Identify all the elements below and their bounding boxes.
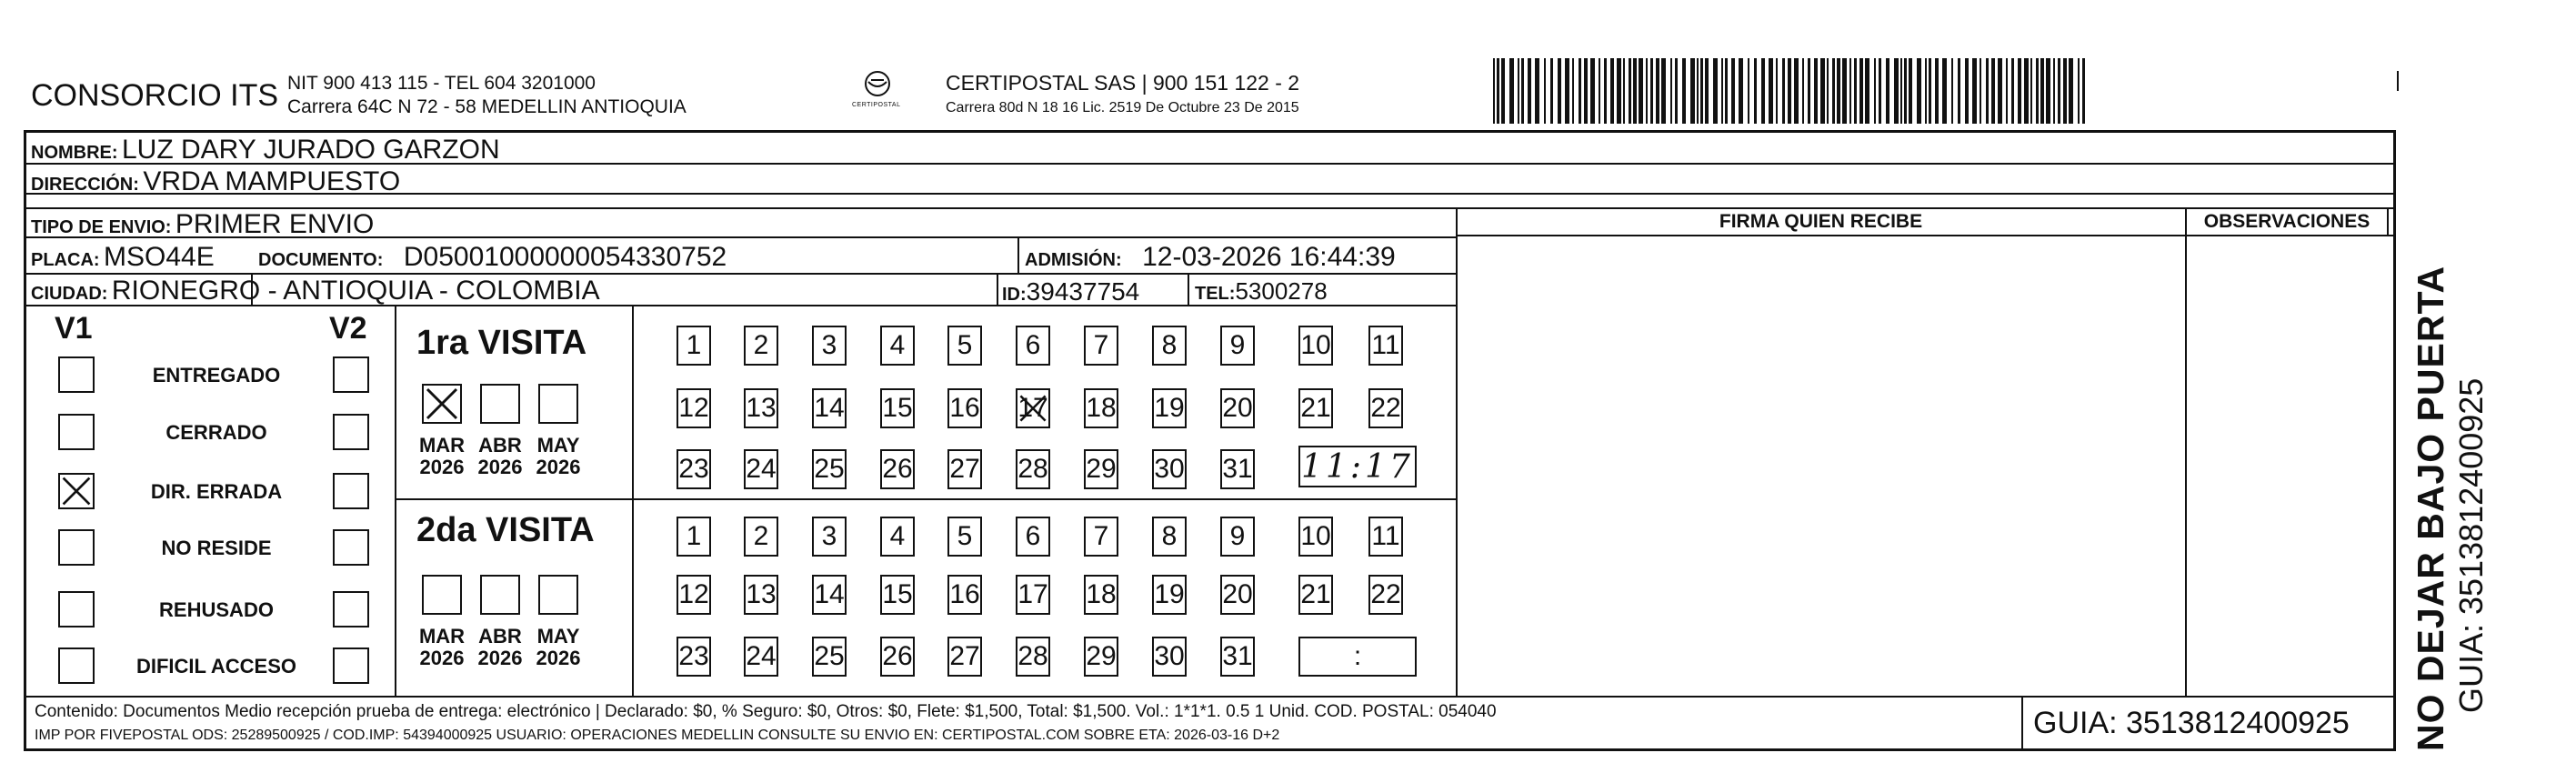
visit2-day-box[interactable]: 6 [1016,517,1050,557]
tipo-row [31,209,374,240]
visit1-day-box[interactable]: 16 [947,388,982,428]
visit1-day-box[interactable]: 21 [1298,388,1333,428]
visit1-day-box[interactable]: 6 [1016,326,1050,366]
documento-row [258,242,727,273]
placa-value: MSO44E [104,242,215,272]
direccion-row [31,166,400,197]
visit2-day-box[interactable]: 27 [947,637,982,677]
visit1-day-box[interactable]: 11 [1368,326,1403,366]
visit2-title: 2da VISITA [416,511,595,549]
status-v2-checkbox[interactable] [333,591,369,627]
company-name: CONSORCIO ITS [31,78,279,113]
status-v1-checkbox[interactable] [58,356,95,393]
id-value: 39437754 [1026,277,1140,306]
visit2-month-checkbox[interactable] [480,575,520,615]
tipo-value: PRIMER ENVIO [175,209,375,239]
visit2-day-box[interactable]: 30 [1152,637,1187,677]
ciudad-row [31,276,600,306]
observaciones-area[interactable] [2188,238,2395,693]
visit2-month-checkbox[interactable] [422,575,462,615]
visit1-day-box[interactable]: 1 [677,326,711,366]
visit1-day-box[interactable]: 20 [1220,388,1255,428]
ciudad-value: RIONEGRO - ANTIOQUIA - COLOMBIA [111,276,600,306]
status-label: CERRADO [165,421,267,444]
visit2-day-box[interactable]: 7 [1084,517,1118,557]
status-label: DIR. ERRADA [150,480,283,503]
tipo-label: TIPO DE ENVIO: [31,217,172,237]
visit2-day-box[interactable]: 13 [744,575,778,615]
visit2-month-label: MAY 2026 [536,625,581,669]
nombre-row [31,135,500,166]
visit2-day-box[interactable]: 23 [677,637,711,677]
visit1-day-box[interactable]: 5 [947,326,982,366]
status-v2-checkbox[interactable] [333,473,369,509]
status-v2-checkbox[interactable] [333,356,369,393]
id-label: ID: [1002,285,1027,305]
status-v1-checkbox[interactable] [58,529,95,566]
status-label: NO RESIDE [161,537,272,559]
footer-guia: GUIA: 3513812400925 [2033,706,2350,740]
visit2-day-box[interactable]: 29 [1084,637,1118,677]
visit2-day-box[interactable]: 14 [812,575,847,615]
visit2-day-box[interactable]: 17 [1016,575,1050,615]
id-row [1002,277,1139,306]
visit1-day-box[interactable]: 27 [947,449,982,489]
visit2-month-label: MAR 2026 [418,625,466,669]
visit2-day-box[interactable]: 20 [1220,575,1255,615]
visit2-day-box[interactable]: 25 [812,637,847,677]
visit2-day-box[interactable]: 8 [1152,517,1187,557]
visit1-day-box[interactable]: 4 [880,326,915,366]
visit2-month-checkbox[interactable] [538,575,578,615]
visit2-time-box[interactable] [1298,637,1417,677]
visit2-day-box[interactable]: 22 [1368,575,1403,615]
visit2-day-box[interactable]: 10 [1298,517,1333,557]
visit1-day-box[interactable]: 28 [1016,449,1050,489]
visit1-day-box[interactable]: 2 [744,326,778,366]
visit2-day-box[interactable]: 31 [1220,637,1255,677]
visit1-day-box[interactable]: 18 [1084,388,1118,428]
visit2-day-box[interactable]: 1 [677,517,711,557]
visit1-day-box[interactable]: 15 [880,388,915,428]
status-v1-checkbox[interactable] [58,473,95,509]
side-text [2410,151,2491,751]
status-v2-checkbox[interactable] [333,529,369,566]
visit1-month-checkbox[interactable] [422,384,462,424]
footer-print-info: IMP POR FIVEPOSTAL ODS: 25289500925 / COD.IMP: 54394000925 USUARIO: OPERACIONES MEDELLIN CONSULTE SU ENVIO EN: CERTIPOSTAL.COM SOBRE ETA: 2026-03-16 D+2 [35,728,1280,743]
visit1-day-box[interactable]: 22 [1368,388,1403,428]
visit1-title: 1ra VISITA [416,324,587,362]
visit1-day-box[interactable]: 26 [880,449,915,489]
visit1-day-box[interactable]: 23 [677,449,711,489]
visit1-month-label: ABR 2026 [477,434,523,478]
visit1-day-box[interactable]: 19 [1152,388,1187,428]
status-v2-checkbox[interactable] [333,414,369,450]
visit2-day-box[interactable]: 21 [1298,575,1333,615]
carrier-name: CERTIPOSTAL SAS | 900 151 122 - 2 [946,71,1300,95]
visit2-day-box[interactable]: 15 [880,575,915,615]
visit1-day-box[interactable]: 3 [812,326,847,366]
nombre-label: NOMBRE: [31,143,118,163]
tel-row [1195,277,1328,306]
documento-value: D05001000000054330752 [403,242,727,272]
placa-label: PLACA: [31,250,100,270]
visit1-day-box[interactable]: 12 [677,388,711,428]
visit2-day-box[interactable]: 28 [1016,637,1050,677]
visit1-time: 11:17 [1301,448,1414,486]
side-guia: GUIA: 3513812400925 [2452,377,2490,713]
visit1-day-box[interactable]: 7 [1084,326,1118,366]
status-v1-checkbox[interactable] [58,414,95,450]
visit2-day-box[interactable]: 24 [744,637,778,677]
side-warning: NO DEJAR BAJO PUERTA [2410,265,2451,751]
status-v1-checkbox[interactable] [58,648,95,684]
visit2-day-box[interactable]: 5 [947,517,982,557]
direccion-value: VRDA MAMPUESTO [143,166,401,196]
admision-label: ADMISIÓN: [1025,250,1122,270]
v1-header: V1 [55,311,93,346]
visit1-day-box[interactable]: 10 [1298,326,1333,366]
observaciones-header: OBSERVACIONES [2203,211,2371,232]
visit1-month-label: MAY 2026 [536,434,581,478]
visit1-day-box[interactable]: 13 [744,388,778,428]
top-right-mark [2397,71,2399,91]
visit2-day-box[interactable]: 2 [744,517,778,557]
company-nit: NIT 900 413 115 - TEL 604 3201000 [287,73,596,94]
firma-header: FIRMA QUIEN RECIBE [1719,211,1923,232]
status-v2-checkbox[interactable] [333,648,369,684]
status-label: DIFICIL ACCESO [135,655,296,678]
visit1-day-box[interactable]: 17 [1016,388,1050,428]
visit1-day-box[interactable]: 29 [1084,449,1118,489]
visit1-day-box[interactable]: 14 [812,388,847,428]
visit2-time: : [1353,641,1362,671]
footer-contents: Contenido: Documentos Medio recepción prueba de entrega: electrónico | Declarado: $0, % Seguro: $0, Otros: $0, Flete: $1,500, Total: $1,500. Vol.: 1*1*1. 0.5 1 Unid. COD. POSTAL: 054040 [35,702,1497,721]
placa-row [31,242,215,273]
status-label: ENTREGADO [152,364,281,386]
visit1-month-label: MAR 2026 [418,434,466,478]
visit2-day-box[interactable]: 12 [677,575,711,615]
visit2-day-box[interactable]: 3 [812,517,847,557]
v2-header: V2 [329,311,367,346]
visit2-day-box[interactable]: 11 [1368,517,1403,557]
company-address: Carrera 64C N 72 - 58 MEDELLIN ANTIOQUIA [287,96,687,117]
ciudad-label: CIUDAD: [31,284,108,304]
visit1-day-box[interactable]: 8 [1152,326,1187,366]
tel-value: 5300278 [1235,277,1328,305]
status-label: REHUSADO [159,598,274,621]
status-v1-checkbox[interactable] [58,591,95,627]
visit2-day-box[interactable]: 4 [880,517,915,557]
visit2-day-box[interactable]: 18 [1084,575,1118,615]
visit2-day-box[interactable]: 19 [1152,575,1187,615]
visit2-day-box[interactable]: 26 [880,637,915,677]
visit1-day-box[interactable]: 30 [1152,449,1187,489]
direccion-label: DIRECCIÓN: [31,175,139,195]
visit1-month-checkbox[interactable] [480,384,520,424]
visit1-day-box[interactable]: 9 [1220,326,1255,366]
admision-row [1025,242,1396,273]
barcode [1491,58,2091,124]
admision-value: 12-03-2026 16:44:39 [1142,242,1396,272]
firma-area[interactable] [1458,238,2183,693]
visit1-day-box[interactable]: 25 [812,449,847,489]
tel-label: TEL: [1195,284,1236,304]
visit1-time-box[interactable] [1298,446,1417,487]
logo-text: CERTIPOSTAL [852,102,901,108]
visit1-day-box[interactable]: 31 [1220,449,1255,489]
carrier-address: Carrera 80d N 18 16 Lic. 2519 De Octubre 23 De 2015 [946,100,1299,115]
documento-label: DOCUMENTO: [258,250,384,270]
visit1-month-checkbox[interactable] [538,384,578,424]
visit1-day-box[interactable]: 24 [744,449,778,489]
visit2-day-box[interactable]: 9 [1220,517,1255,557]
visit2-day-box[interactable]: 16 [947,575,982,615]
visit2-month-label: ABR 2026 [477,625,523,669]
nombre-value: LUZ DARY JURADO GARZON [122,135,500,165]
